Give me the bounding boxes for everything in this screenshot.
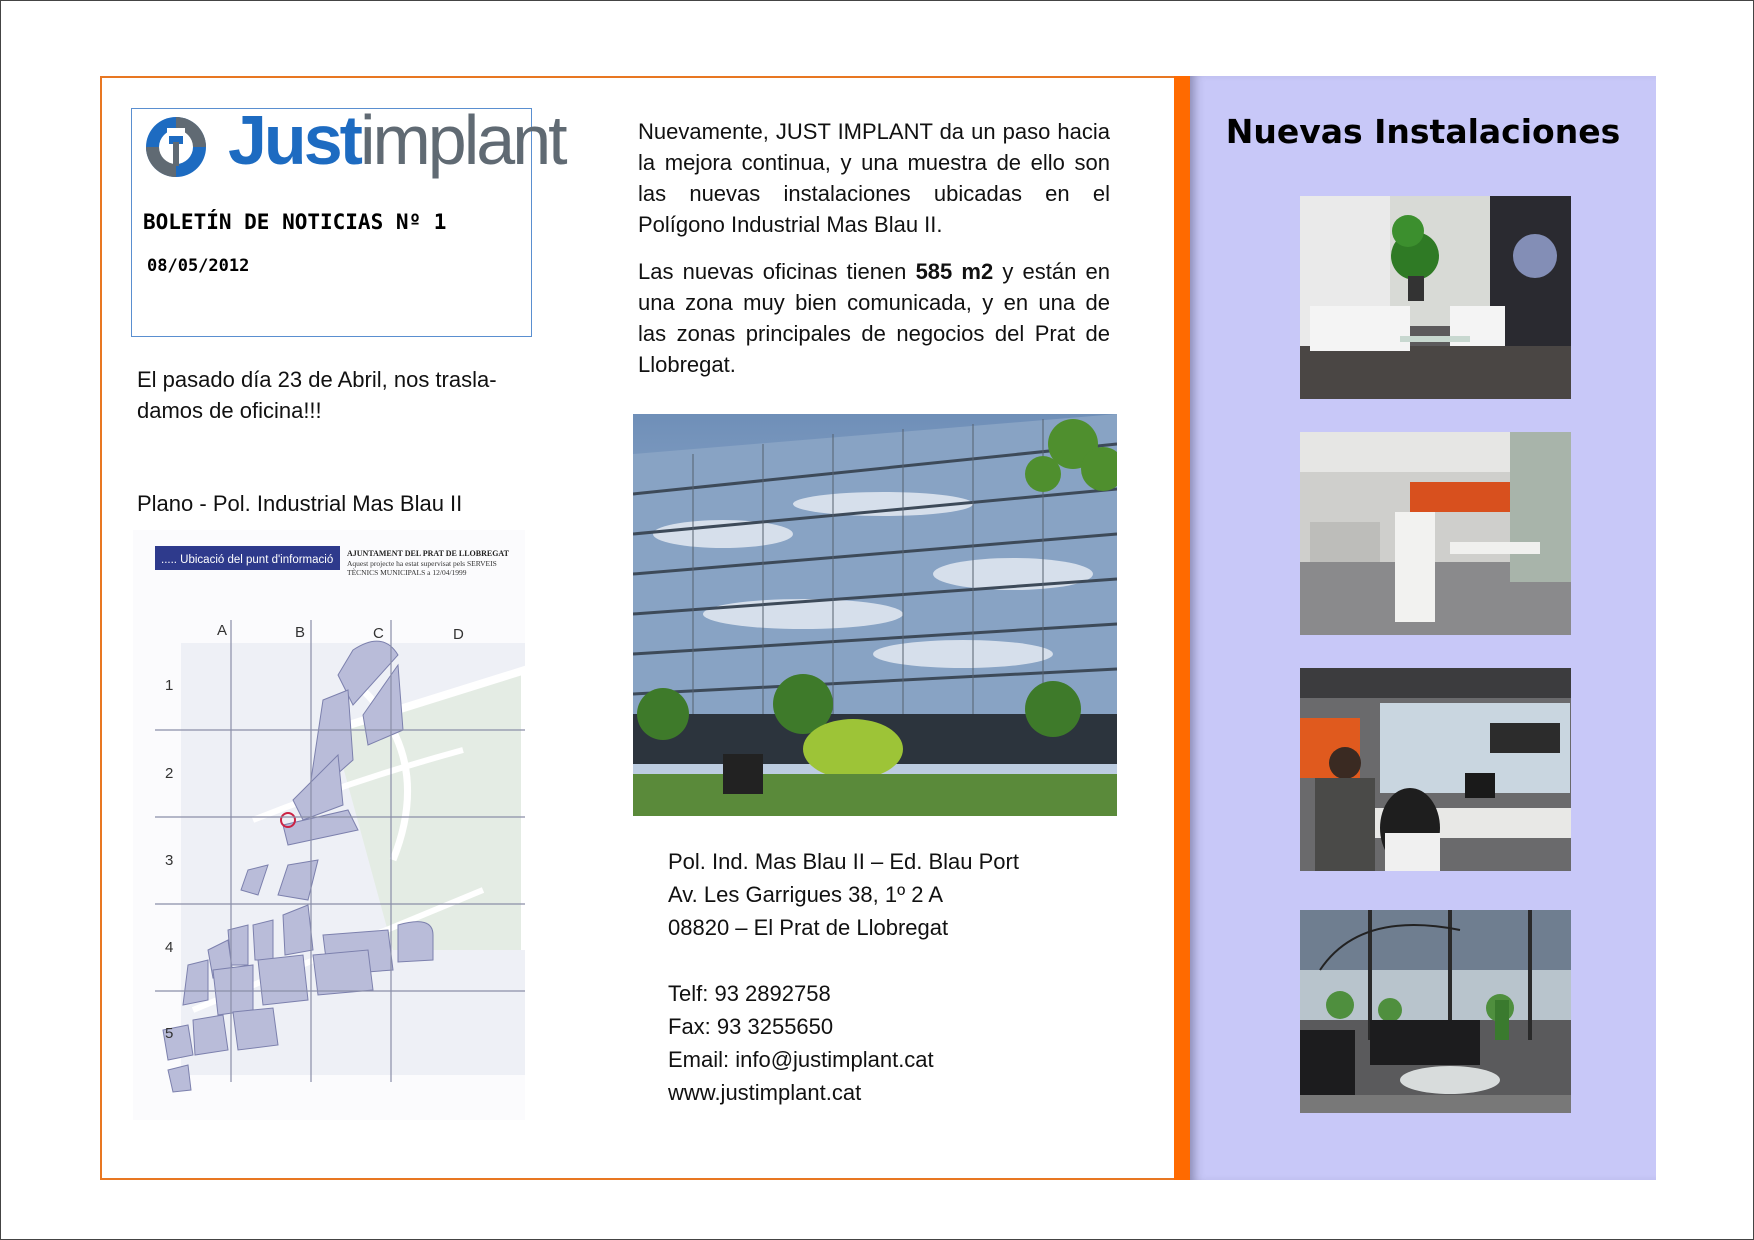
- plan-caption: Plano - Pol. Industrial Mas Blau II: [137, 491, 463, 516]
- map-col-c: C: [373, 625, 384, 642]
- map-col-d: D: [453, 626, 464, 643]
- map-note-1: Aquest projecte ha estat supervisat pels SERVEIS: [347, 559, 497, 568]
- map-row-1: 1: [165, 677, 174, 694]
- website: www.justimplant.cat: [668, 1080, 862, 1105]
- intro-text: El pasado día 23 de Abril, nos trasla-damos de oficina!!!: [137, 367, 497, 423]
- bulletin-date: 08/05/2012: [147, 256, 250, 276]
- office-photo-1: [1300, 432, 1571, 635]
- email: Email: info@justimplant.cat: [668, 1047, 934, 1072]
- fax: Fax: 93 3255650: [668, 1014, 834, 1039]
- paragraph-2-start: Las nuevas oficinas tienen: [638, 259, 916, 284]
- map-info-label: ..... Ubicació del punt d'informació: [161, 554, 334, 566]
- map-ajuntament: AJUNTAMENT DEL PRAT DE LLOBREGAT: [347, 549, 509, 558]
- map-note-2: TÈCNICS MUNICIPALS a 12/04/1999: [347, 568, 467, 577]
- lounge-photo: [1300, 910, 1571, 1113]
- office-photo-2: [1300, 668, 1571, 871]
- logo-wordmark: [228, 101, 565, 179]
- logo-just: Just: [228, 101, 360, 179]
- building-photo: [633, 414, 1117, 816]
- map-row-3: 3: [165, 852, 174, 869]
- lobby-photo: [1300, 196, 1571, 399]
- address-block: [668, 845, 1148, 944]
- phone: Telf: 93 2892758: [668, 981, 831, 1006]
- map-row-2: 2: [165, 765, 174, 782]
- map-col-a: A: [217, 622, 228, 639]
- paragraph-2-area: 585 m2: [915, 259, 994, 284]
- justimplant-logo-icon: [143, 114, 209, 180]
- map-row-4: 4: [165, 939, 174, 956]
- address-line-3: 08820 – El Prat de Llobregat: [668, 915, 949, 940]
- bulletin-title: BOLETÍN DE NOTICIAS Nº 1: [143, 210, 447, 234]
- map-row-5: 5: [165, 1025, 174, 1042]
- location-map: [133, 530, 525, 1120]
- paragraph-2-end: y están en una zona muy bien comunicada, y en una de las zonas principales de negocios del Prat de Llobregat.: [638, 259, 1110, 377]
- logo-implant: implant: [359, 101, 565, 179]
- map-col-b: B: [295, 624, 306, 641]
- address-line-1: Pol. Ind. Mas Blau II – Ed. Blau Port: [668, 849, 1019, 874]
- contact-block: [668, 977, 1148, 1109]
- orange-divider-bar: [1174, 76, 1190, 1180]
- address-line-2: Av. Les Garrigues 38, 1º 2 A: [668, 882, 944, 907]
- paragraph-1: Nuevamente, JUST IMPLANT da un paso hacia la mejora continua, y una muestra de ello son las nuevas instalaciones ubicadas en el Polígono Industrial Mas Blau II.: [638, 119, 1110, 237]
- paragraph-2: [638, 256, 1110, 380]
- sidebar-title: Nuevas Instalaciones: [1225, 112, 1621, 151]
